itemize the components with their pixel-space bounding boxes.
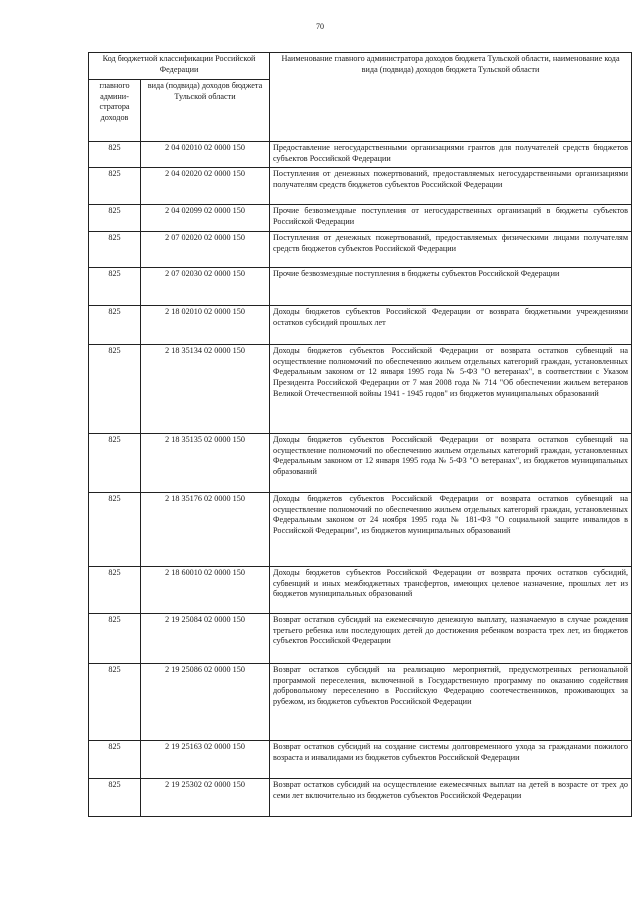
table-row — [89, 664, 632, 741]
income-name-cell: Доходы бюджетов субъектов Российской Федерации от возврата прочих остатков субсидий, субвенций и иных межбюджетных трансфертов, имеющих целевое назначение, прошлых лет из бюджетов муниципальных образований — [270, 567, 632, 614]
header-col-name: Наименование главного администратора доходов бюджета Тульской области, наименование кода вида (подвида) доходов бюджета Тульской области — [270, 53, 632, 142]
table-row — [89, 741, 632, 779]
header-col-code: вида (подвида) доходов бюджета Тульской области — [141, 80, 270, 142]
table-row — [89, 614, 632, 664]
table-row — [89, 567, 632, 614]
income-name-cell: Доходы бюджетов субъектов Российской Федерации от возврата остатков субвенций на осуществление полномочий по обеспечению жильем отдельных категорий граждан, установленных Федеральным законом от 12 января 1995 года № 5-ФЗ "О ветеранах", в соответствии с Указом Президента Российской Федерации от 7 мая 2008 года № 714 "Об обеспечении жильем ветеранов Великой Отечественной войны 1941 - 1945 годов" из бюджетов муниципальных образований — [270, 345, 632, 434]
income-name-cell: Возврат остатков субсидий на ежемесячную денежную выплату, назначаемую в случае рождения третьего ребенка или последующих детей до достижения ребенком возраста трех лет, из бюджетов субъектов Российской Федерации — [270, 614, 632, 664]
admin-code-cell: 825 — [89, 306, 141, 345]
income-code-cell: 2 18 60010 02 0000 150 — [141, 567, 270, 614]
admin-code-cell: 825 — [89, 268, 141, 306]
income-name-cell: Возврат остатков субсидий на создание системы долговременного ухода за гражданами пожилого возраста и инвалидами из бюджетов субъектов Российской Федерации — [270, 741, 632, 779]
table-row — [89, 142, 632, 168]
income-code-cell: 2 18 35176 02 0000 150 — [141, 493, 270, 567]
header-col-admin: главного админи-стратора доходов — [89, 80, 141, 142]
admin-code-cell: 825 — [89, 664, 141, 741]
admin-code-cell: 825 — [89, 345, 141, 434]
income-name-cell: Прочие безвозмездные поступления от негосударственных организаций в бюджеты субъектов Российской Федерации — [270, 205, 632, 232]
income-code-cell: 2 19 25086 02 0000 150 — [141, 664, 270, 741]
admin-code-cell: 825 — [89, 567, 141, 614]
income-name-cell: Предоставление негосударственными организациями грантов для получателей средств бюджетов субъектов Российской Федерации — [270, 142, 632, 168]
income-name-cell: Доходы бюджетов субъектов Российской Федерации от возврата остатков субвенций на осуществление полномочий по обеспечению жильем отдельных категорий граждан, установленных Федеральным законом от 12 января 1995 года № 5-ФЗ "О ветеранах", из бюджетов муниципальных образований — [270, 434, 632, 493]
table-row — [89, 345, 632, 434]
income-name-cell: Поступления от денежных пожертвований, предоставляемых физическими лицами получателям средств бюджетов субъектов Российской Федерации — [270, 232, 632, 268]
header-row-top — [89, 53, 632, 80]
admin-code-cell: 825 — [89, 614, 141, 664]
table-row — [89, 205, 632, 232]
income-code-cell: 2 19 25163 02 0000 150 — [141, 741, 270, 779]
table-row — [89, 779, 632, 817]
admin-code-cell: 825 — [89, 493, 141, 567]
income-code-cell: 2 18 35135 02 0000 150 — [141, 434, 270, 493]
income-code-cell: 2 19 25302 02 0000 150 — [141, 779, 270, 817]
income-code-cell: 2 04 02010 02 0000 150 — [141, 142, 270, 168]
income-code-cell: 2 18 02010 02 0000 150 — [141, 306, 270, 345]
income-name-cell: Поступления от денежных пожертвований, предоставляемых негосударственными организациями получателям средств бюджетов субъектов Российской Федерации — [270, 168, 632, 205]
table-row — [89, 434, 632, 493]
table-row — [89, 493, 632, 567]
table-body — [89, 53, 632, 817]
admin-code-cell: 825 — [89, 779, 141, 817]
admin-code-cell: 825 — [89, 142, 141, 168]
page-number: 70 — [316, 22, 324, 31]
income-code-cell: 2 04 02020 02 0000 150 — [141, 168, 270, 205]
income-name-cell: Доходы бюджетов субъектов Российской Федерации от возврата бюджетными учреждениями остатков субсидий прошлых лет — [270, 306, 632, 345]
admin-code-cell: 825 — [89, 741, 141, 779]
admin-code-cell: 825 — [89, 205, 141, 232]
table-row — [89, 306, 632, 345]
table-row — [89, 168, 632, 205]
admin-code-cell: 825 — [89, 168, 141, 205]
admin-code-cell: 825 — [89, 434, 141, 493]
income-name-cell: Прочие безвозмездные поступления в бюджеты субъектов Российской Федерации — [270, 268, 632, 306]
income-code-cell: 2 07 02030 02 0000 150 — [141, 268, 270, 306]
table-row — [89, 232, 632, 268]
income-code-cell: 2 19 25084 02 0000 150 — [141, 614, 270, 664]
income-code-cell: 2 18 35134 02 0000 150 — [141, 345, 270, 434]
income-name-cell: Возврат остатков субсидий на осуществление ежемесячных выплат на детей в возрасте от трех до семи лет включительно из бюджетов субъектов Российской Федерации — [270, 779, 632, 817]
admin-code-cell: 825 — [89, 232, 141, 268]
income-name-cell: Возврат остатков субсидий на реализацию мероприятий, предусмотренных региональной программой переселения, включенной в Государственную программу по оказанию содействия добровольному переселению в Российскую Федерацию соотечественников, проживающих за рубежом, из бюджетов субъектов Российской Федерации — [270, 664, 632, 741]
header-group-title: Код бюджетной классификации Российской Федерации — [89, 53, 270, 80]
budget-classification-table — [88, 52, 632, 817]
income-code-cell: 2 04 02099 02 0000 150 — [141, 205, 270, 232]
income-code-cell: 2 07 02020 02 0000 150 — [141, 232, 270, 268]
table-row — [89, 268, 632, 306]
income-name-cell: Доходы бюджетов субъектов Российской Федерации от возврата остатков субвенций на осуществление полномочий по обеспечению жильем отдельных категорий граждан, установленных Федеральным законом от 24 ноября 1995 года № 181-ФЗ "О социальной защите инвалидов в Российской Федерации", из бюджетов муниципальных образований — [270, 493, 632, 567]
